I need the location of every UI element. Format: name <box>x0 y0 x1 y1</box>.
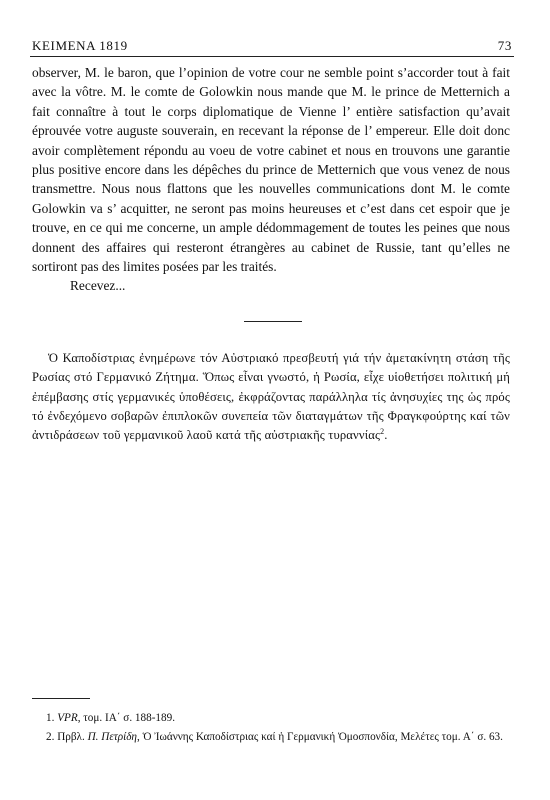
greek-commentary-text: Ὁ Καποδίστριας ἐνημέρωνε τόν Αὐστριακό πρεσβευτή γιά τήν ἀμετακίνητη στάση τῆς Ρωσίας στό Γερμανικό Ζήτημα. Ὅπως εἶναι γνωστό, ἡ Ρωσία, εἶχε υἱοθετήσει πολιτική μή ἐπέμβασης στίς γερμανικές ὑποθέσεις, ἐκφράζοντας παράλληλα τίς ἀνησυχίες της ὡς πρός τό ἐνδεχόμενο σοβαρῶν ἐπιπλοκῶν συνεπεία τῶν διαταγμάτων τῆς Φραγκφούρτης καί τῶν ἀντιδράσεων τοῦ γερμανικοῦ λαοῦ κατά τῆς αὐστριακῆς τυραννίας <box>32 351 510 443</box>
french-letter-closing: Recevez... <box>70 278 126 294</box>
page-number: 73 <box>497 38 512 53</box>
section-separator <box>244 321 302 322</box>
footnotes <box>32 709 510 747</box>
footnote-2-author: Π. Πετρίδη <box>87 731 137 744</box>
running-title: ΚΕΙΜΕΝΑ 1819 <box>32 38 128 53</box>
footnote-rule <box>32 698 90 699</box>
header-rule <box>30 56 514 57</box>
greek-commentary-paragraph: Ὁ Καποδίστριας ἐνημέρωνε τόν Αὐστριακό πρεσβευτή γιά τήν ἀμετακίνητη στάση τῆς Ρωσίας στό Γερμανικό Ζήτημα. Ὅπως εἶναι γνωστό, ἡ Ρωσία, εἶχε υἱοθετήσει πολιτική μή ἐπέμβασης στίς γερμανικές ὑποθέσεις, ἐκφράζοντας παράλληλα τίς ἀνησυχίες της ὡς πρός τό ἐνδεχόμενο σοβαρῶν ἐπιπλοκῶν συνεπεία τῶν διαταγμάτων τῆς Φραγκφούρτης καί τῶν ἀντιδράσεων τοῦ γερμανικοῦ λαοῦ κατά τῆς αὐστριακῆς τυραννίας$^2$. <box>32 351 510 443</box>
footnote-1-number: 1. <box>46 712 55 724</box>
footnote-reference: 2 <box>380 427 385 436</box>
running-header <box>32 38 512 56</box>
footnote-1-text: , τομ. ΙΑ΄ σ. 188-189. <box>77 712 176 724</box>
footnote-2-lead: Πρβλ. <box>57 731 88 744</box>
footnote-1 <box>32 709 510 728</box>
footnote-1-source: VPR <box>57 712 78 724</box>
footnote-2-text: , Ὁ Ἰωάννης Καποδίστριας καί ἡ Γερμανική Ὁμοσπονδία, Μελέτες τομ. Α΄ σ. 63. <box>136 731 503 744</box>
footnote-2 <box>32 728 510 747</box>
footnote-2-number: 2. <box>46 731 55 744</box>
french-letter <box>32 63 510 296</box>
greek-commentary <box>32 349 510 445</box>
french-letter-body: observer, M. le baron, que l’opinion de votre cour ne semble point s’accorder tout à fait avec la vôtre. M. le comte de Golowkin nous mande que M. le prince de Metternich a fait connaître à tout le corps diplomatique de Vienne l’ entière satisfaction qu’avait éprouvée votre auguste souverain, en recevant la réponse de l’ empereur. Elle doit donc avoir complètement répondu au voeu de votre cabinet et nous en trouvons une garantie plus positive encore dans les dépêches du prince de Metternich que vous venez de nous transmettre. Nous nous flattons que les nouvelles communications dont M. le comte Golowkin va s’ acquitter, ne seront pas moins heureuses et c’est dans cet espoir que je trouve, en ce qui me concerne, un ample dédommagement de toutes les peines que nous donnent des affaires qui resteront étrangères au cabinet de Russie, tant qu’elles ne sortiront pas des limites posées par les traités. <box>32 65 510 275</box>
